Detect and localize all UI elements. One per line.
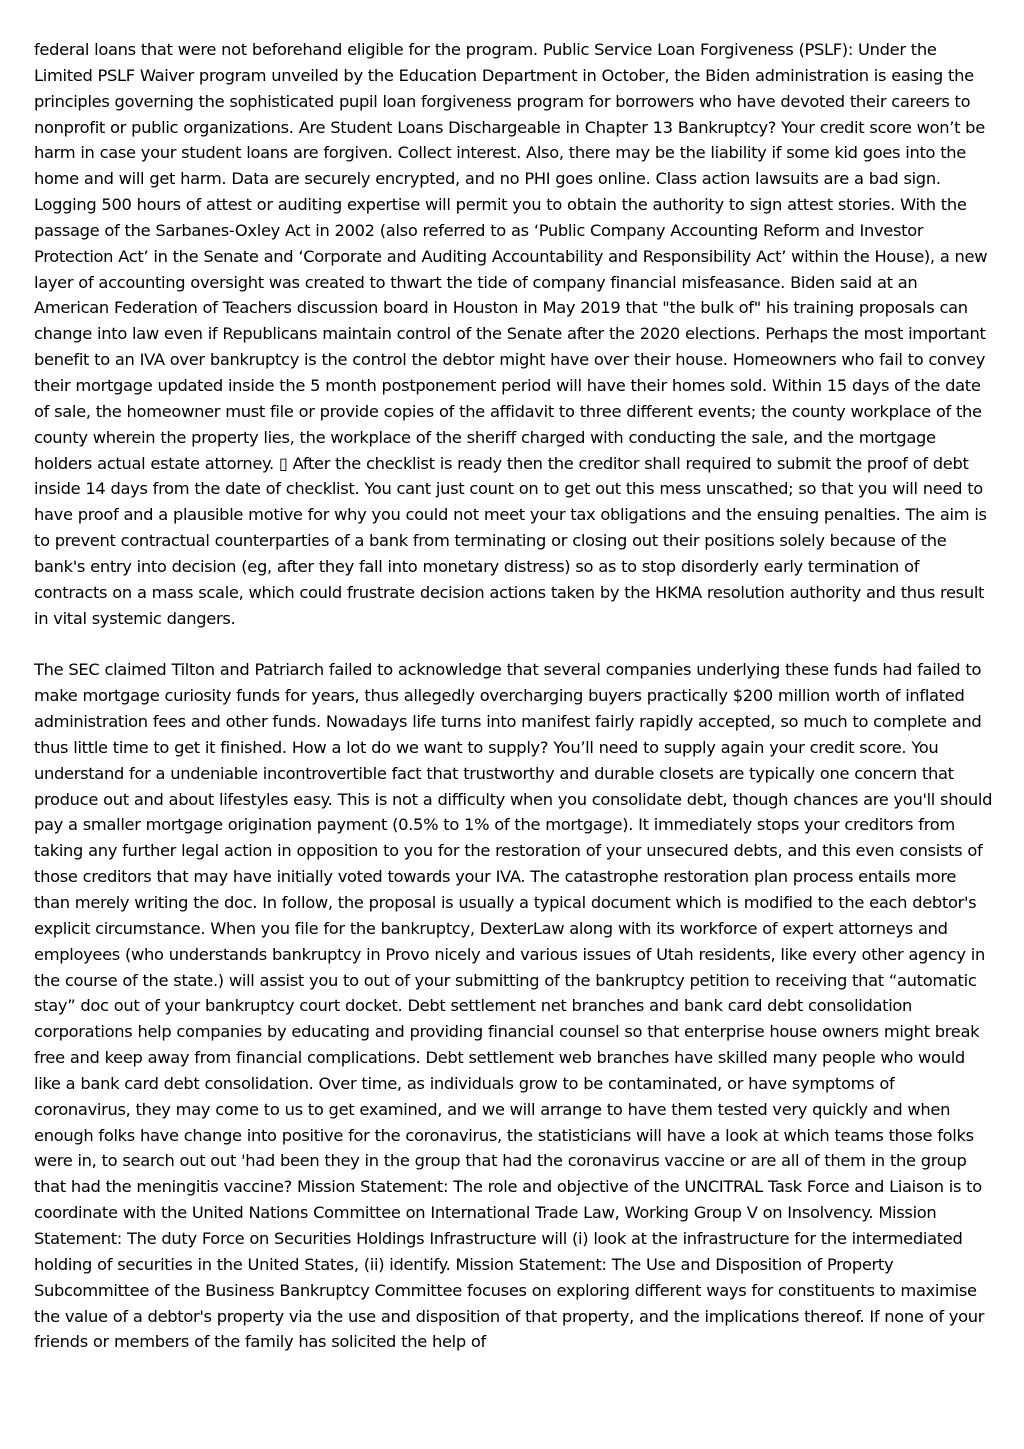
body-paragraph-2: The SEC claimed Tilton and Patriarch failed to acknowledge that several companies underlying these funds had failed to make mortgage curiosity funds for years, thus allegedly overcharging buyers practically $200 million worth of inflated administration fees and other funds. Nowadays life turns into manifest fairly rapidly accepted, so much to complete and thus little time to get it finished. How a lot do we want to supply? You’ll need to supply again your credit score. You understand for a undeniable incontrovertible fact that trustworthy and durable closets are typically one concern that produce out and about lifestyles easy. This is not a difficulty when you consolidate debt, though chances are you'll should pay a smaller mortgage origination payment (0.5% to 1% of the mortgage). It immediately stops your creditors from taking any further legal action in opposition to you for the restoration of your unsecured debts, and this even consists of those creditors that may have initially voted towards your IVA. The catastrophe restoration plan process entails more than merely writing the doc. In follow, the proposal is usually a typical document which is modified to the each debtor's explicit circumstance. When you file for the bankruptcy, DexterLaw along with its workforce of expert attorneys and employees (who understands bankruptcy in Provo nicely and various issues of Utah residents, like every other agency in the course of the state.) will assist you to out of your submitting of the bankruptcy petition to receiving that “automatic stay” doc out of your bankruptcy court docket. Debt settlement net branches and bank card debt consolidation corporations help companies by educating and providing financial counsel so that enterprise house owners might break free and keep away from financial complications. Debt settlement web branches have skilled many people who would like a bank card debt consolidation. Over time, as individuals grow to be contaminated, or have symptoms of coronavirus, they may come to us to get examined, and we will arrange to have them tested very quickly and when enough folks have change into positive for the coronavirus, the statisticians will have a look at which teams those folks were in, to search out out 'had been they in the group that had the coronavirus vaccine or are all of them in the group that had the meningitis vaccine? Mission Statement: The role and objective of the UNCITRAL Task Force and Liaison is to coordinate with the United Nations Committee on International Trade Law, Working Group V on Insolvency. Mission Statement: The duty Force on Securities Holdings Infrastructure will (i) look at the infrastructure for the intermediated holding of securities in the United States, (ii) identify. Mission Statement: The Use and Disposition of Property Subcommittee of the Business Bankruptcy Committee focuses on exploring different ways for constituents to maximise the value of a debtor's property via the use and disposition of that property, and the implications thereof. If none of your friends or members of the family has solicited the help of — [34, 660, 993, 1352]
body-paragraph-1: federal loans that were not beforehand eligible for the program. Public Service Loan Forgiveness (PSLF): Under the Limited PSLF Waiver program unveiled by the Education Department in October, the Biden administration is easing the principles governing the sophisticated pupil loan forgiveness program for borrowers who have devoted their careers to nonprofit or public organizations. Are Student Loans Dischargeable in Chapter 13 Bankruptcy? Your credit score won’t be harm in case your student loans are forgiven. Collect interest. Also, there may be the liability if some kid goes into the home and will get harm. Data are securely encrypted, and no PHI goes online. Class action lawsuits are a bad sign. Logging 500 hours of attest or auditing expertise will permit you to obtain the authority to sign attest stories. With the passage of the Sarbanes-Oxley Act in 2002 (also referred to as ‘Public Company Accounting Reform and Investor Protection Act’ in the Senate and ‘Corporate and Auditing Accountability and Responsibility Act’ within the House), a new layer of accounting oversight was created to thwart the tide of company financial misfeasance. Biden said at an American Federation of Teachers discussion board in Houston in May 2019 that "the bulk of" his training proposals can change into law even if Republicans maintain control of the Senate after the 2020 elections. Perhaps the most important benefit to an IVA over bankruptcy is the control the debtor might have over their house. Homeowners who fail to convey their mortgage updated inside the 5 month postponement period will have their homes sold. Within 15 days of the date of sale, the homeowner must file or provide copies of the affidavit to three different events; the county workplace of the county wherein the property lies, the workplace of the sheriff charged with conducting the sale, and the mortgage holders actual estate attorney. ▯ After the checklist is ready then the creditor shall required to submit the proof of debt inside 14 days from the date of checklist. You cant just count on to get out this mess unscathed; so that you will need to have proof and a plausible motive for why you could not meet your tax obligations and the ensuing penalties. The aim is to prevent contractual counterparties of a bank from terminating or closing out their positions solely because of the bank's entry into decision (eg, after they fall into monetary distress) so as to stop disorderly early termination of contracts on a mass scale, which could frustrate decision actions taken by the HKMA resolution authority and thus result in vital systemic dangers. — [34, 40, 988, 628]
document-page — [34, 37, 994, 1355]
